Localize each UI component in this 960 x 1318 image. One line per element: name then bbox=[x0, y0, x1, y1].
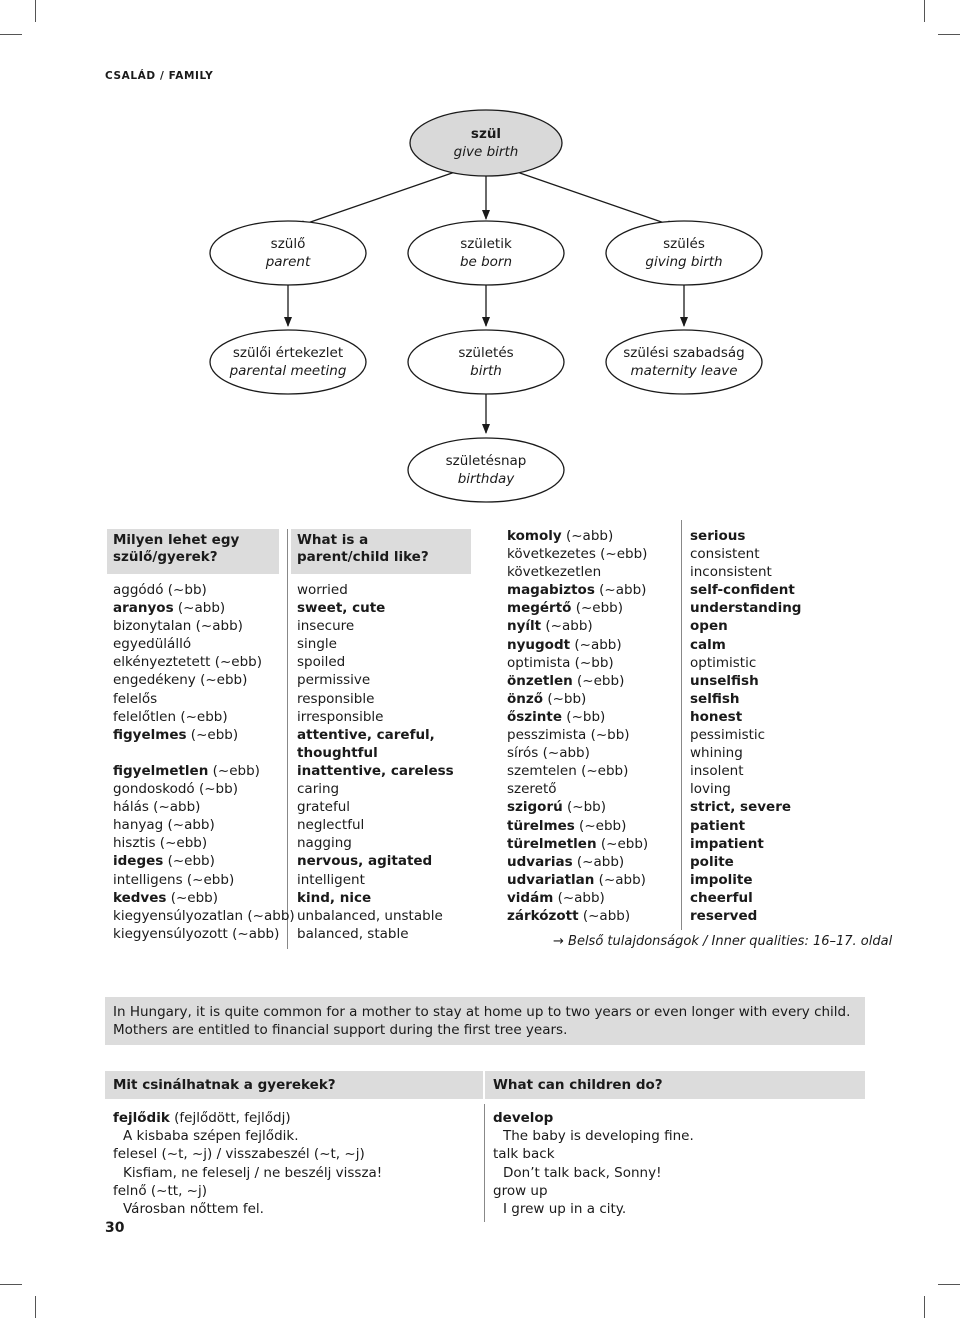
node-parental-meeting bbox=[208, 344, 368, 380]
list-item-suffix: (~ebb) bbox=[595, 546, 648, 563]
list-item bbox=[493, 1200, 694, 1218]
list-item-word: grateful bbox=[297, 799, 351, 816]
list-item-word: cheerful bbox=[690, 889, 753, 906]
list-item bbox=[507, 835, 648, 853]
list-item bbox=[507, 726, 648, 744]
list-item-suffix: (~tt, ~j) bbox=[146, 1182, 207, 1199]
crop-mark bbox=[924, 1296, 925, 1318]
list-item-word: honest bbox=[690, 708, 743, 725]
list-item-word: unselfish bbox=[690, 672, 759, 689]
node-en: parental meeting bbox=[229, 363, 347, 379]
node-en: birthday bbox=[457, 471, 515, 487]
list-item bbox=[297, 834, 454, 852]
list-item bbox=[297, 671, 454, 689]
list-item-word: responsible bbox=[297, 690, 375, 707]
list-item bbox=[690, 762, 801, 780]
list-item bbox=[113, 889, 295, 907]
list-item-suffix: (~ebb) bbox=[571, 600, 624, 617]
list-item bbox=[507, 744, 648, 762]
list-item bbox=[690, 708, 801, 726]
list-item-word: következetes bbox=[507, 546, 596, 563]
list-item-word: felelőtlen bbox=[113, 708, 177, 725]
list-item-word: hálás bbox=[113, 799, 149, 816]
list-item-word: felnő bbox=[113, 1182, 147, 1199]
list-item bbox=[297, 726, 454, 744]
node-en: maternity leave bbox=[630, 363, 738, 379]
list-item bbox=[690, 672, 801, 690]
list-item-word: kedves bbox=[113, 889, 167, 906]
list-item bbox=[113, 907, 295, 925]
list-item-word: patient bbox=[690, 817, 746, 834]
page-number: 30 bbox=[105, 1220, 125, 1236]
list-item-word: optimista bbox=[507, 654, 571, 671]
node-en: birth bbox=[470, 363, 502, 379]
list-item bbox=[113, 653, 295, 671]
list-item-word: self-confident bbox=[690, 582, 795, 599]
list-item-word: inattentive, careless bbox=[297, 762, 454, 779]
list-item bbox=[113, 798, 295, 816]
list-item-word: türelmes bbox=[507, 817, 575, 834]
list-item bbox=[297, 635, 454, 653]
list-item bbox=[507, 563, 648, 581]
list-item bbox=[690, 744, 801, 762]
list-item-word: aggódó bbox=[113, 582, 164, 598]
list-item-word: nagging bbox=[297, 835, 352, 852]
list-item-word: fejlődik bbox=[113, 1110, 170, 1126]
examples-hu bbox=[113, 1109, 382, 1218]
list-item-word: Városban nőttem fel. bbox=[123, 1201, 264, 1218]
list-item bbox=[113, 780, 295, 798]
list-item-word: impatient bbox=[690, 835, 764, 852]
list-item-word: sweet, cute bbox=[297, 600, 386, 617]
list-item bbox=[113, 1145, 382, 1163]
list-item-suffix: (~abb) bbox=[227, 925, 280, 942]
list-item-suffix: (~ebb) bbox=[186, 726, 239, 743]
list-item-suffix: (~abb) bbox=[572, 853, 625, 870]
list-item-word: inconsistent bbox=[690, 564, 772, 581]
list-item bbox=[113, 852, 295, 870]
list-item bbox=[113, 762, 295, 780]
list-item-suffix: (~ebb) bbox=[155, 835, 208, 852]
list-item-word: következetlen bbox=[507, 564, 602, 581]
list-item-word: zárkózott bbox=[507, 907, 579, 924]
list-item-word: felesel bbox=[113, 1146, 158, 1163]
list-item-suffix: (~abb) bbox=[243, 907, 295, 924]
column-divider bbox=[484, 1104, 485, 1222]
list-item-word: ideges bbox=[113, 853, 164, 870]
list-item bbox=[507, 690, 648, 708]
list-item-word: open bbox=[690, 618, 728, 635]
node-parent bbox=[208, 235, 368, 271]
list-item bbox=[113, 925, 295, 943]
list-item-word: selfish bbox=[690, 690, 740, 707]
node-maternity-leave bbox=[604, 344, 764, 380]
list-item-word: reserved bbox=[690, 907, 758, 924]
list-item-word: nyugodt bbox=[507, 636, 571, 653]
list-item-word: szemtelen bbox=[507, 763, 577, 780]
list-item-word: impolite bbox=[690, 871, 753, 888]
list-item bbox=[297, 744, 454, 762]
list-item-suffix: (~abb) bbox=[594, 582, 647, 599]
list-item-word: single bbox=[297, 636, 337, 653]
list-item-word: hanyag bbox=[113, 817, 164, 834]
list-item-suffix: (~ebb) bbox=[176, 708, 228, 725]
list-item bbox=[690, 726, 801, 744]
list-item-word: neglectful bbox=[297, 817, 365, 834]
list-item bbox=[507, 780, 648, 798]
list-item bbox=[493, 1164, 694, 1182]
list-item-word: intelligent bbox=[297, 871, 365, 888]
list-item bbox=[690, 889, 801, 907]
list-item-word: aranyos bbox=[113, 600, 174, 617]
list-item-word: nervous, agitated bbox=[297, 853, 433, 870]
list-item-word: unbalanced, unstable bbox=[297, 907, 443, 924]
list-item-suffix: (~ebb) bbox=[163, 853, 215, 870]
list-item-suffix: (~ebb) bbox=[574, 817, 627, 834]
list-item bbox=[297, 690, 454, 708]
node-hu: születésnap bbox=[445, 453, 527, 469]
list-item-suffix: (~abb) bbox=[538, 745, 590, 762]
list-item-word: worried bbox=[297, 582, 348, 598]
list-item-word: thoughtful bbox=[297, 744, 378, 761]
list-item-word: udvarias bbox=[507, 853, 573, 870]
list-item bbox=[690, 545, 801, 563]
list-item bbox=[113, 1182, 382, 1200]
list-item-word: felelős bbox=[113, 690, 158, 707]
list-item-suffix: (fejlődött, fejlődj) bbox=[169, 1110, 291, 1126]
node-root bbox=[406, 125, 566, 161]
list-item bbox=[690, 798, 801, 816]
cross-reference: → Belső tulajdonságok / Inner qualities: 16–17. oldal bbox=[553, 934, 893, 949]
node-birthday bbox=[406, 452, 566, 488]
list-item-word: udvariatlan bbox=[507, 871, 595, 888]
list-item bbox=[690, 599, 801, 617]
list-item bbox=[690, 617, 801, 635]
list-item bbox=[507, 762, 648, 780]
list-item bbox=[297, 907, 454, 925]
list-item-word: kiegyensúlyozott bbox=[113, 925, 228, 942]
list-item-word: calm bbox=[690, 636, 726, 653]
list-item-word: engedékeny bbox=[113, 672, 196, 689]
list-item-suffix: (~ebb) bbox=[576, 763, 629, 780]
list-item bbox=[507, 853, 648, 871]
question-en-heading: What is a parent/child like? bbox=[291, 529, 471, 574]
list-item-word: vidám bbox=[507, 889, 554, 906]
list-item-word: loving bbox=[690, 781, 731, 798]
list-item bbox=[493, 1145, 694, 1163]
list-item-suffix: (~bb) bbox=[194, 781, 238, 798]
list-item-suffix: (~abb) bbox=[570, 636, 622, 653]
list-item-word: understanding bbox=[690, 600, 802, 617]
list-item-suffix: (~abb) bbox=[173, 600, 226, 617]
list-item bbox=[507, 889, 648, 907]
list-item-suffix: (~abb) bbox=[561, 528, 614, 544]
list-item-word: optimistic bbox=[690, 654, 757, 671]
list-item-word: türelmetlen bbox=[507, 835, 597, 852]
list-item-suffix: (~abb) bbox=[163, 817, 215, 834]
list-item bbox=[507, 672, 648, 690]
list-item-word: pessimistic bbox=[690, 727, 766, 744]
list-item bbox=[113, 834, 295, 852]
list-item-suffix: (~abb) bbox=[191, 618, 243, 635]
list-item-word: Don’t talk back, Sonny! bbox=[503, 1164, 662, 1181]
list-item bbox=[507, 545, 648, 563]
crop-mark bbox=[938, 1284, 960, 1285]
list-item bbox=[113, 599, 295, 617]
list-item bbox=[507, 636, 648, 654]
list-item bbox=[690, 817, 801, 835]
node-giving-birth bbox=[604, 235, 764, 271]
list-item bbox=[493, 1109, 694, 1127]
adjective-list-hu-2 bbox=[507, 527, 648, 925]
arrow-line bbox=[517, 172, 676, 227]
list-item-word: bizonytalan bbox=[113, 618, 192, 635]
column-divider bbox=[681, 520, 682, 930]
list-item-suffix: (~abb) bbox=[541, 618, 593, 635]
list-item bbox=[297, 816, 454, 834]
list-item bbox=[507, 871, 648, 889]
list-item-word: attentive, careful, bbox=[297, 726, 435, 743]
list-item bbox=[690, 690, 801, 708]
list-item-word: figyelmes bbox=[113, 726, 187, 743]
node-en: give birth bbox=[453, 144, 519, 160]
list-item-suffix: (~ebb) bbox=[195, 672, 248, 689]
crop-mark bbox=[35, 1296, 36, 1318]
list-item-word: pesszimista bbox=[507, 727, 587, 744]
list-item-word: szigorú bbox=[507, 799, 563, 816]
list-item-word: Kisfiam, ne feleselj / ne beszélj vissza! bbox=[123, 1164, 383, 1181]
list-item bbox=[113, 744, 295, 762]
examples-hu-heading: Mit csinálhatnak a gyerekek? bbox=[105, 1071, 483, 1099]
list-item bbox=[113, 581, 295, 599]
list-item bbox=[113, 871, 295, 889]
list-item-word: gondoskodó bbox=[113, 781, 195, 798]
list-item bbox=[113, 1127, 382, 1145]
list-item-word: egyedülálló bbox=[113, 636, 192, 653]
list-item bbox=[507, 817, 648, 835]
adjective-list-en-2 bbox=[690, 527, 801, 925]
list-item bbox=[690, 527, 801, 545]
node-hu: szülés bbox=[663, 236, 705, 252]
list-item bbox=[493, 1182, 694, 1200]
list-item-word: sírós bbox=[507, 745, 539, 762]
list-item-word: figyelmetlen bbox=[113, 762, 209, 779]
node-hu: szülési szabadság bbox=[623, 345, 745, 361]
adjective-list-hu-1 bbox=[113, 581, 295, 943]
list-item-word: kind, nice bbox=[297, 889, 372, 906]
list-item-suffix: (~ebb) bbox=[166, 889, 219, 906]
list-item-word: permissive bbox=[297, 672, 371, 689]
list-item-suffix: (~bb) bbox=[562, 799, 607, 816]
list-item-suffix: (~ebb) bbox=[210, 654, 263, 671]
list-item bbox=[113, 816, 295, 834]
list-item-word: balanced, stable bbox=[297, 925, 409, 942]
list-item bbox=[297, 653, 454, 671]
node-hu: szülői értekezlet bbox=[232, 345, 344, 361]
list-item bbox=[690, 871, 801, 889]
list-item-word: megértő bbox=[507, 600, 572, 617]
list-item bbox=[113, 617, 295, 635]
node-hu: születés bbox=[458, 345, 514, 361]
list-item-word: The baby is developing fine. bbox=[503, 1128, 694, 1145]
list-item-word: komoly bbox=[507, 528, 562, 544]
list-item bbox=[507, 654, 648, 672]
list-item-suffix: (~abb) bbox=[148, 799, 201, 816]
list-item bbox=[690, 853, 801, 871]
list-item bbox=[507, 599, 648, 617]
list-item-suffix: (~abb) bbox=[578, 907, 631, 924]
list-item bbox=[297, 852, 454, 870]
list-item-suffix: (~t, ~j) / visszabeszél (~t, ~j) bbox=[157, 1146, 365, 1163]
list-item-word: elkényeztetett bbox=[113, 654, 211, 671]
list-item-word: hisztis bbox=[113, 835, 156, 852]
list-item-word: talk back bbox=[493, 1146, 555, 1163]
adjective-list-en-1 bbox=[297, 581, 454, 943]
list-item-word: serious bbox=[690, 528, 746, 544]
node-birth bbox=[406, 344, 566, 380]
info-note: In Hungary, it is quite common for a mother to stay at home up to two years or even longer with every child. Mothers are entitled to financial support during the first tree years. bbox=[105, 997, 865, 1045]
list-item-word: develop bbox=[493, 1110, 554, 1126]
list-item bbox=[297, 708, 454, 726]
list-item bbox=[113, 1109, 382, 1127]
list-item bbox=[507, 581, 648, 599]
list-item bbox=[113, 708, 295, 726]
node-hu: szülő bbox=[270, 236, 306, 252]
list-item bbox=[297, 599, 454, 617]
list-item bbox=[507, 527, 648, 545]
list-item-word: szerető bbox=[507, 781, 557, 798]
list-item-word: önző bbox=[507, 690, 544, 707]
list-item-word: spoiled bbox=[297, 654, 346, 671]
list-item-word: intelligens bbox=[113, 871, 183, 888]
list-item-word: caring bbox=[297, 781, 340, 798]
list-item-word: strict, severe bbox=[690, 799, 792, 816]
list-item bbox=[507, 617, 648, 635]
list-item-word: consistent bbox=[690, 546, 760, 563]
list-item bbox=[297, 871, 454, 889]
list-item bbox=[113, 635, 295, 653]
list-item bbox=[297, 780, 454, 798]
list-item bbox=[690, 907, 801, 925]
node-en: giving birth bbox=[645, 254, 723, 270]
list-item bbox=[690, 780, 801, 798]
question-hu-heading: Milyen lehet egy szülő/gyerek? bbox=[107, 529, 279, 574]
list-item bbox=[507, 907, 648, 925]
list-item bbox=[113, 726, 295, 744]
list-item bbox=[297, 617, 454, 635]
list-item-suffix: (~ebb) bbox=[208, 762, 260, 779]
list-item-word: polite bbox=[690, 853, 734, 870]
list-item bbox=[690, 563, 801, 581]
node-be-born bbox=[406, 235, 566, 271]
list-item bbox=[113, 690, 295, 708]
list-item-word: insecure bbox=[297, 618, 355, 635]
list-item-suffix: (~abb) bbox=[553, 889, 605, 906]
list-item bbox=[507, 708, 648, 726]
list-item-word: kiegyensúlyozatlan bbox=[113, 907, 244, 924]
list-item-word: őszinte bbox=[507, 708, 563, 725]
list-item bbox=[507, 798, 648, 816]
list-item-suffix: (~bb) bbox=[163, 582, 207, 598]
list-item-suffix: (~bb) bbox=[562, 708, 606, 725]
arrow-line bbox=[296, 172, 455, 227]
node-hu: szül bbox=[470, 126, 502, 142]
list-item bbox=[297, 925, 454, 943]
list-item-word: insolent bbox=[690, 763, 744, 780]
examples-en bbox=[493, 1109, 694, 1218]
list-item-word: grow up bbox=[493, 1182, 548, 1199]
examples-en-heading: What can children do? bbox=[485, 1071, 865, 1099]
section-header: CSALÁD / FAMILY bbox=[105, 70, 214, 82]
list-item bbox=[690, 636, 801, 654]
list-item-word: nyílt bbox=[507, 618, 542, 635]
list-item bbox=[297, 889, 454, 907]
list-item bbox=[690, 654, 801, 672]
list-item-word: I grew up in a city. bbox=[503, 1201, 627, 1218]
list-item-suffix: (~abb) bbox=[594, 871, 646, 888]
list-item-suffix: (~bb) bbox=[586, 727, 630, 744]
list-item-word: önzetlen bbox=[507, 672, 573, 689]
list-item-suffix: (~bb) bbox=[570, 654, 614, 671]
list-item bbox=[297, 581, 454, 599]
crop-mark bbox=[0, 1284, 22, 1285]
node-hu: születik bbox=[460, 236, 512, 252]
list-item-suffix: (~bb) bbox=[543, 690, 587, 707]
list-item bbox=[493, 1127, 694, 1145]
list-item bbox=[297, 798, 454, 816]
node-en: parent bbox=[265, 254, 311, 270]
list-item-suffix: (~ebb) bbox=[596, 835, 649, 852]
list-item bbox=[113, 1200, 382, 1218]
list-item-word: magabiztos bbox=[507, 582, 595, 599]
list-item bbox=[297, 762, 454, 780]
list-item bbox=[690, 835, 801, 853]
list-item-word: A kisbaba szépen fejlődik. bbox=[123, 1128, 299, 1145]
list-item-suffix: (~ebb) bbox=[572, 672, 625, 689]
list-item bbox=[113, 1164, 382, 1182]
list-item-suffix: (~ebb) bbox=[182, 871, 235, 888]
node-en: be born bbox=[459, 254, 513, 270]
list-item-word: whining bbox=[690, 745, 743, 762]
list-item-word: irresponsible bbox=[297, 708, 384, 725]
list-item bbox=[690, 581, 801, 599]
list-item bbox=[113, 671, 295, 689]
